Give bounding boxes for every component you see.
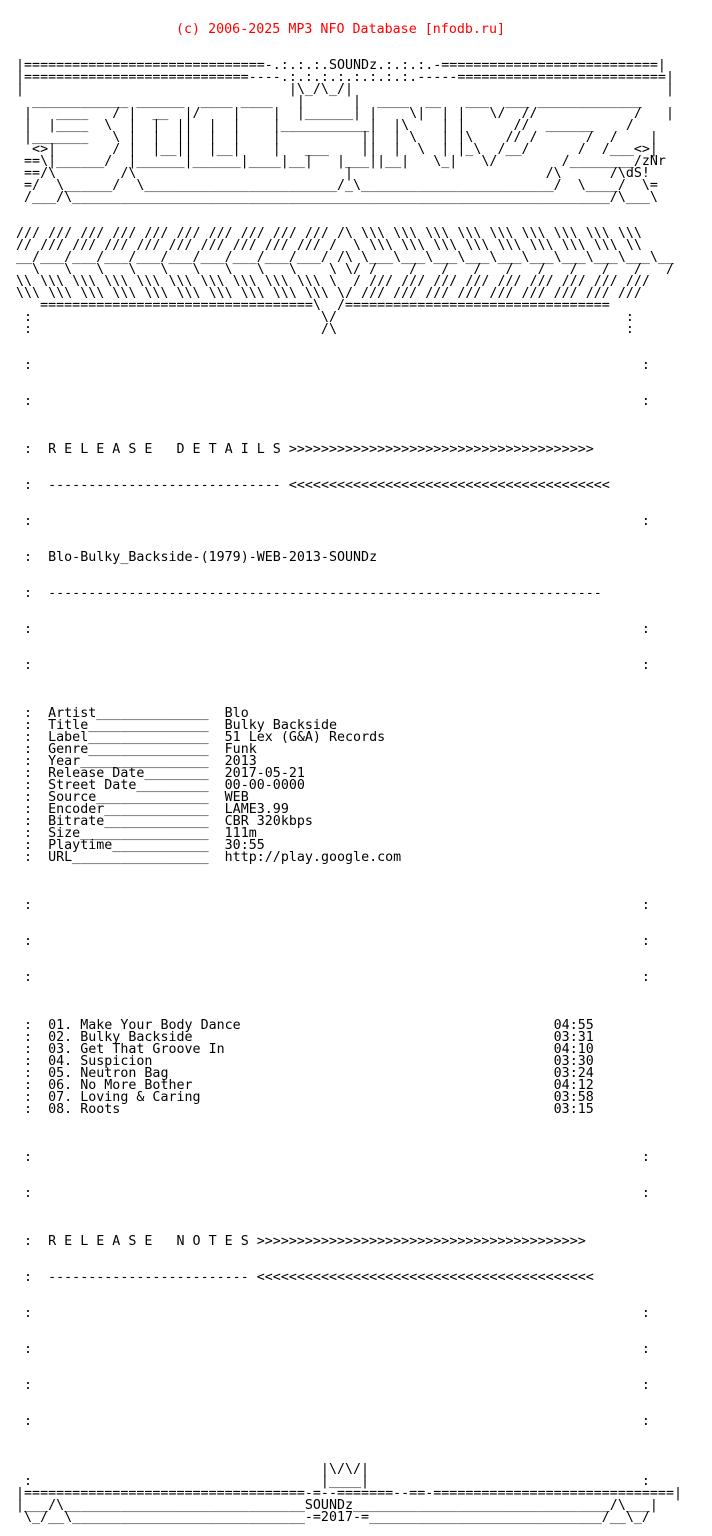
ascii-logo-line: ==\|______/ |______|______|____|__| |___||__| \_| \/ /________/zNr [16, 154, 666, 169]
ascii-weave-line: __/___/___/___/___/___/___/___/___/___/ /\ \___\___\___\___\___\___\___\___\___\__ [16, 250, 674, 265]
ascii-logo-line: | |\_/\_/| | [16, 82, 674, 97]
section-notes-arrows-right: >>>>>>>>>>>>>>>>>>>>>>>>>>>>>>>>>>>>>>>>> [256, 1234, 586, 1249]
ascii-logo-line: ==/\ /\ | /\ /\dS! [16, 166, 650, 181]
track-row: : 02. Bulky Backside 03:31 [16, 1030, 594, 1045]
release-details-list [16, 708, 682, 864]
ascii-footer-line: \_/__\_____________________________-=2017-=_____________________________/__\_/ [16, 1510, 650, 1525]
release-name-underline: : --------------------------------------------------------------------- [16, 586, 602, 601]
ascii-weave-border [16, 228, 682, 336]
detail-value: 00-00-0000 [224, 778, 305, 793]
track-title: 06. No More Bother [48, 1078, 193, 1093]
detail-key: Artist______________ [48, 706, 209, 721]
detail-row: : Label_______________ 51 Lex (G&A) Records [16, 730, 386, 745]
ascii-weave-line: \ \ \ \ \ \ \ \ \ \ \/ / / / / / / / / / / [16, 262, 674, 277]
track-title: 07. Loving & Caring [48, 1090, 201, 1105]
track-row: : 04. Suspicion 03:30 [16, 1054, 594, 1069]
detail-key: Size________________ [48, 826, 209, 841]
detail-row: : Title_______________ Bulky Backside [16, 718, 337, 733]
track-time: 03:24 [553, 1066, 594, 1081]
section-notes-heading: : R E L E A S E N O T E S >>>>>>>>>>>>>>>>>>>>>>>>>>>>>>>>>>>>>>>>> [16, 1234, 586, 1249]
section-notes-arrows-left: <<<<<<<<<<<<<<<<<<<<<<<<<<<<<<<<<<<<<<<<<< [256, 1270, 594, 1285]
track-time: 04:55 [553, 1018, 594, 1033]
track-row: : 06. No More Bother 04:12 [16, 1078, 594, 1093]
ascii-footer-line: |===================================-=--=======--==-==============================| [16, 1486, 683, 1501]
detail-row: : URL_________________ http://play.google.com [16, 850, 402, 865]
detail-row: : Encoder_____________ LAME3.99 [16, 802, 289, 817]
track-time: 03:15 [553, 1102, 594, 1117]
ascii-weave-line: \\ \\\ \\\ \\\ \\\ \\\ \\\ \\\ \\\ \\\ \ / /// /// /// /// /// /// /// /// /// [16, 274, 650, 289]
detail-key: Bitrate_____________ [48, 814, 209, 829]
detail-row: : Street Date_________ 00-00-0000 [16, 778, 305, 793]
detail-key: Release Date________ [48, 766, 209, 781]
detail-value: 2013 [224, 754, 257, 769]
detail-value: LAME3.99 [224, 802, 289, 817]
ascii-logo-line: | ____ / | __ |/ | | |______| | \| | | \/ // / | [16, 106, 674, 121]
track-title: 04. Suspicion [48, 1054, 153, 1069]
ascii-footer-line: : |____| : [16, 1474, 650, 1489]
detail-row: : Year________________ 2013 [16, 754, 257, 769]
track-row: : 05. Neutron Bag 03:24 [16, 1066, 594, 1081]
detail-value: 30:55 [224, 838, 265, 853]
track-title: 01. Make Your Body Dance [48, 1018, 241, 1033]
ascii-logo-line: |============================----.:.:.:.:.:.:.:.:.-----==========================| [16, 70, 674, 85]
ascii-weave-line: \\\ \\\ \\\ \\\ \\\ \\\ \\\ \\\ \\\ \\\ \/ /// /// /// /// /// /// /// /// /// [16, 286, 642, 301]
detail-key: Year________________ [48, 754, 209, 769]
section-details-arrows-right: >>>>>>>>>>>>>>>>>>>>>>>>>>>>>>>>>>>>>> [288, 442, 594, 457]
track-row: : 03. Get That Groove In 04:10 [16, 1042, 594, 1057]
detail-row: : Playtime____________ 30:55 [16, 838, 265, 853]
detail-key: Title_______________ [48, 718, 209, 733]
detail-key: Label_______________ [48, 730, 209, 745]
detail-value: 51 Lex (G&A) Records [224, 730, 386, 745]
track-time: 04:10 [553, 1042, 594, 1057]
ascii-footer [16, 1464, 682, 1524]
ascii-logo-line: ____________ ______ ____ ____ | | ____ __ ___ ___ _____________ [16, 94, 674, 109]
section-details-heading: : R E L E A S E D E T A I L S >>>>>>>>>>>>>>>>>>>>>>>>>>>>>>>>>>>>>> [16, 442, 594, 457]
track-title: 08. Roots [48, 1102, 121, 1117]
detail-value: CBR 320kbps [224, 814, 313, 829]
section-details-title: R E L E A S E D E T A I L S [48, 442, 281, 457]
detail-key: Source______________ [48, 790, 209, 805]
ascii-logo-line: <>| / | |__|| |__| | ___ || | \ | |_\ /__/ / /___<>| [16, 142, 658, 157]
ascii-weave-line: ==================================\ /================================= [16, 298, 666, 313]
ascii-footer-line: |\/\/| [16, 1462, 370, 1477]
track-row: : 01. Make Your Body Dance 04:55 [16, 1018, 594, 1033]
detail-row: : Source______________ WEB [16, 790, 249, 805]
track-time: 03:31 [553, 1030, 594, 1045]
detail-row: : Release Date________ 2017-05-21 [16, 766, 305, 781]
detail-key: Street Date_________ [48, 778, 209, 793]
detail-value: Bulky Backside [224, 718, 337, 733]
ascii-logo-line: |==============================-.:.:.:.SOUNDz.:.:.:.-===========================| [16, 58, 666, 73]
detail-row: : Genre_______________ Funk [16, 742, 257, 757]
ascii-logo-line: /___/\___________________________________________________________________/\___\ [16, 190, 658, 205]
track-title: 03. Get That Groove In [48, 1042, 225, 1057]
tracklist [16, 1020, 682, 1116]
detail-key: URL_________________ [48, 850, 209, 865]
ascii-footer-line: |___/\______________________________SOUNDz________________________________/\___| [16, 1498, 658, 1513]
detail-value: Blo [224, 706, 249, 721]
ascii-logo-line: | |____ \ | | || | | |___________| |\ | | // ______ / [16, 118, 674, 133]
detail-value: 111m [224, 826, 257, 841]
section-notes-title: R E L E A S E N O T E S [48, 1234, 249, 1249]
detail-value: http://play.google.com [224, 850, 402, 865]
ascii-weave-line: : \/ : [16, 310, 634, 325]
section-details-arrows-left: <<<<<<<<<<<<<<<<<<<<<<<<<<<<<<<<<<<<<<<< [288, 478, 610, 493]
track-title: 02. Bulky Backside [48, 1030, 193, 1045]
detail-value: Funk [224, 742, 257, 757]
section-details-underline: : ----------------------------- <<<<<<<<<<<<<<<<<<<<<<<<<<<<<<<<<<<<<<<< [16, 478, 610, 493]
track-time: 03:58 [553, 1090, 594, 1105]
ascii-logo-line: |_______ \ | | || | | | || | \ | |\ // / / / | [16, 130, 658, 145]
track-time: 04:12 [553, 1078, 594, 1093]
ascii-weave-line: /// /// /// /// /// /// /// /// /// /// /\ \\\ \\\ \\\ \\\ \\\ \\\ \\\ \\\ \\\ [16, 226, 642, 241]
track-time: 03:30 [553, 1054, 594, 1069]
ascii-weave-line: : /\ : [16, 322, 634, 337]
track-row: : 07. Loving & Caring 03:58 [16, 1090, 594, 1105]
ascii-logo-line: =/ \______/ \________________________/_\________________________/ \____/ \= [16, 178, 658, 193]
detail-value: 2017-05-21 [224, 766, 305, 781]
detail-row: : Artist______________ Blo [16, 706, 249, 721]
detail-row: : Size________________ 111m [16, 826, 257, 841]
detail-key: Playtime____________ [48, 838, 209, 853]
section-notes-underline: : ------------------------- <<<<<<<<<<<<<<<<<<<<<<<<<<<<<<<<<<<<<<<<<< [16, 1270, 594, 1285]
detail-key: Genre_______________ [48, 742, 209, 757]
track-row: : 08. Roots 03:15 [16, 1102, 594, 1117]
detail-row: : Bitrate_____________ CBR 320kbps [16, 814, 313, 829]
detail-value: WEB [224, 790, 249, 805]
nfodb-header: (c) 2006-2025 MP3 NFO Database [nfodb.ru] [176, 22, 505, 37]
nfo-document: (c) 2006-2025 MP3 NFO Database [nfodb.ru] |==============================-.:.:.:.SOUNDz.:.:.:.-===========================| |============================----.:.:.:.:.:.:.:.:.-----==========================| | |\_/\_/| | ____________ ______ ____ ____ | | ____ __ ___ ___ _____________ | ____ / | __ |/ | | |______| | \| | | \/ // / | | |____ \ | | || | | |___________| |\ | | // ______ / |_______ \ | | || | | | || | \ | |\ // / / / | <>| / | |__|| |__| | ___ || | \ | |_\ /__/ / /___<>| ==\|______/ |______|______|____|__| |___||__| \_| \/ /________/zNr ==/\ /\ | /\ /\dS! =/ \______/ \________________________/_\________________________/ \____/ \= /___/\___________________________________________________________________/\___\ /// /// /// /// /// /// /// /// /// /// /\ \\\ \\\ \\\ \\\ \\\ \\\ \\\ \\\ \\\ // /// /// /// /// /// /// /// /// /// / \ \\\ \\\ \\\ \\\ \\\ \\\ \\\ \\\ \\ __/___/___/___/___/___/___/___/___/___/ /\ \___\___\___\___\___\___\___\___\___\__ \ \ \ \ \ \ \ \ \ \ \/ / / / / / / / / / / \\ \\\ \\\ \\\ \\\ \\\ \\\ \\\ \\\ \\\ \ / /// /// /// /// /// /// /// /// /// \\\ \\\ \\\ \\\ \\\ \\\ \\\ \\\ \\\ \\\ \/ /// /// /// /// /// /// /// /// /// ==================================\ /================================= : \/ : : /\ : : : : : : R E L E A S E D E T A I L S >>>>>>>>>>>>>>>>>>>>>>>>>>>>>>>>>>>>>> : ----------------------------- <<<<<<<<<<<<<<<<<<<<<<<<<<<<<<<<<<<<<<<< : : : Blo-Bulky_Backside-(1979)-WEB-2013-SOUNDz : --------------------------------------------------------------------- : : : : : Artist______________ Blo : Title_______________ Bulky Backside : Label_______________ 51 Lex (G&A) Records : Genre_______________ Funk : Year________________ 2013 : Release Date________ 2017-05-21 : Street Date_________ 00-00-0000 : Source______________ WEB : Encoder_____________ LAME3.99 : Bitrate_____________ CBR 320kbps : Size________________ 111m : Playtime____________ 30:55 : URL_________________ http://play.google.com : : : : : : : 01. Make Your Body Dance 04:55 : 02. Bulky Backside 03:31 : 03. Get That Groove In 04:10 : 04. Suspicion 03:30 : 05. Neutron Bag 03:24 : 06. No More Bother 04:12 : 07. Loving & Caring 03:58 : 08. Roots 03:15 : : : : : R E L E A S E N O T E S >>>>>>>>>>>>>>>>>>>>>>>>>>>>>>>>>>>>>>>>> : ------------------------- <<<<<<<<<<<<<<<<<<<<<<<<<<<<<<<<<<<<<<<<<< : : : : : : : : |\/\/| : |____| : |===================================-=--=======--==-==============================| |___/\______________________________SOUNDz________________________________/\___| \_/__\_____________________________-=2017-=_____________________________/__\_/ [16, 22, 683, 1525]
ascii-logo [16, 60, 682, 204]
release-name: : Blo-Bulky_Backside-(1979)-WEB-2013-SOUNDz [16, 550, 378, 565]
detail-key: Encoder_____________ [48, 802, 209, 817]
ascii-weave-line: // /// /// /// /// /// /// /// /// /// / \ \\\ \\\ \\\ \\\ \\\ \\\ \\\ \\\ \\ [16, 238, 642, 253]
track-title: 05. Neutron Bag [48, 1066, 169, 1081]
